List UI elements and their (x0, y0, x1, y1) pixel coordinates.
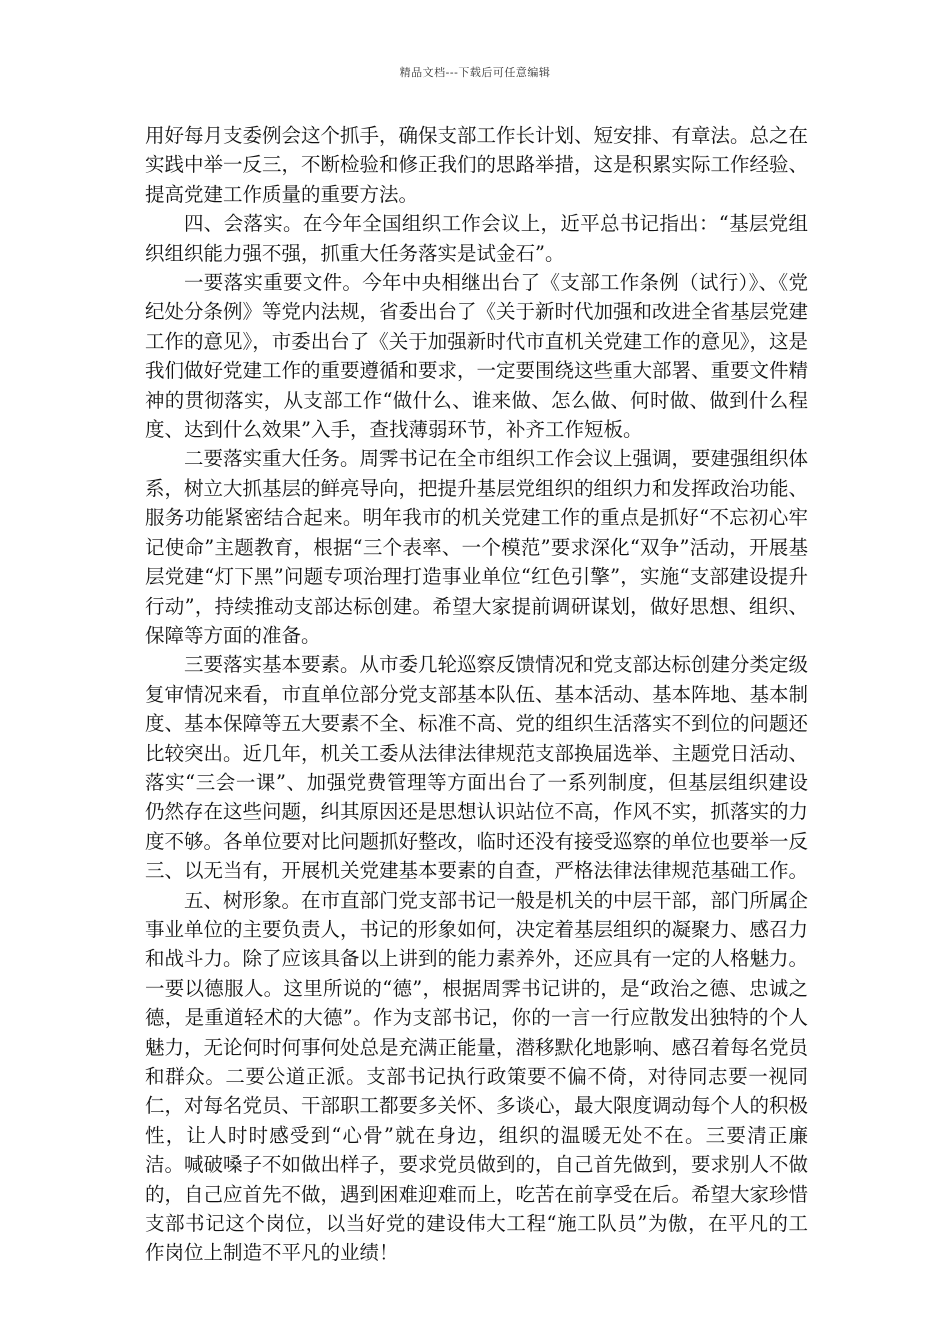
paragraph-basic-elements: 三要落实基本要素。从市委几轮巡察反馈情况和党支部达标创建分类定级复审情况来看，市直单位部分党支部基本队伍、基本活动、基本阵地、基本制度、基本保障等五大要素不全、标准不高、党的组织生活落实不到位的问题还比较突出。近几年，机关工委从法律法律规范支部换届选举、主题党日活动、落实“三会一课”、加强党费管理等方面出台了一系列制度，但基层组织建设仍然存在这些问题，纠其原因还是思想认识站位不高，作风不实，抓落实的力度不够。各单位要对比问题抓好整改，临时还没有接受巡察的单位也要举一反三、以无当有，开展机关党建基本要素的自查，严格法律法律规范基础工作。 (145, 653, 809, 883)
document-body (145, 121, 808, 1268)
paragraph-major-tasks: 二要落实重大任务。周霁书记在全市组织工作会议上强调，要建强组织体系，树立大抓基层的鲜亮导向，把提升基层党组织的组织力和发挥政治功能、服务功能紧密结合起来。明年我市的机关党建工作的重点是抓好“不忘初心牢记使命”主题教育，根据“三个表率、一个模范”要求深化“双争”活动，开展基层党建“灯下黑”问题专项治理打造事业单位“红色引擎”，实施“支部建设提升行动”，持续推动支部达标创建。希望大家提前调研谋划，做好思想、组织、保障等方面的准备。 (145, 447, 809, 647)
paragraph-continuation: 用好每月支委例会这个抓手，确保支部工作长计划、短安排、有章法。总之在实践中举一反三，不断检验和修正我们的思路举措，这是积累实际工作经验、提高党建工作质量的重要方法。 (145, 124, 809, 206)
paragraph-important-documents: 一要落实重要文件。今年中央相继出台了《支部工作条例（试行）》、《党纪处分条例》等党内法规，省委出台了《关于新时代加强和改进全省基层党建工作的意见》，市委出台了《关于加强新时代市直机关党建工作的意见》，这是我们做好党建工作的重要遵循和要求，一定要围绕这些重大部署、重要文件精神的贯彻落实，从支部工作“做什么、谁来做、怎么做、何时做、做到什么程度、达到什么效果”入手，查找薄弱环节，补齐工作短板。 (145, 271, 809, 442)
paragraph-section-five: 五、树形象。在市直部门党支部书记一般是机关的中层干部，部门所属企事业单位的主要负责人，书记的形象如何，决定着基层组织的凝聚力、感召力和战斗力。除了应该具备以上讲到的能力素养外，还应具有一定的人格魅力。一要以德服人。这里所说的“德”，根据周霁书记讲的，是“政治之德、忠诚之德，是重道轻术的大德”。作为支部书记，你的一言一行应散发出独特的个人魅力，无论何时何事何处总是充满正能量，潜移默化地影响、感召着每名党员和群众。二要公道正派。支部书记执行政策要不偏不倚，对待同志要一视同仁，对每名党员、干部职工都要多关怀、多谈心，最大限度调动每个人的积极性，让人时时感受到“心骨”就在身边，组织的温暖无处不在。三要清正廉洁。喊破嗓子不如做出样子，要求党员做到的，自己首先做到，要求别人不做的，自己应首先不做，遇到困难迎难而上，吃苦在前享受在后。希望大家珍惜支部书记这个岗位，以当好党的建设伟大工程“施工队员”为傲，在平凡的工作岗位上制造不平凡的业绩！ (145, 888, 809, 1265)
paragraph-section-four: 四、会落实。在今年全国组织工作会议上，近平总书记指出：“基层党组织组织能力强不强，抓重大任务落实是试金石”。 (145, 212, 808, 265)
page-header: 精品文档---下载后可任意编辑 (399, 66, 551, 79)
